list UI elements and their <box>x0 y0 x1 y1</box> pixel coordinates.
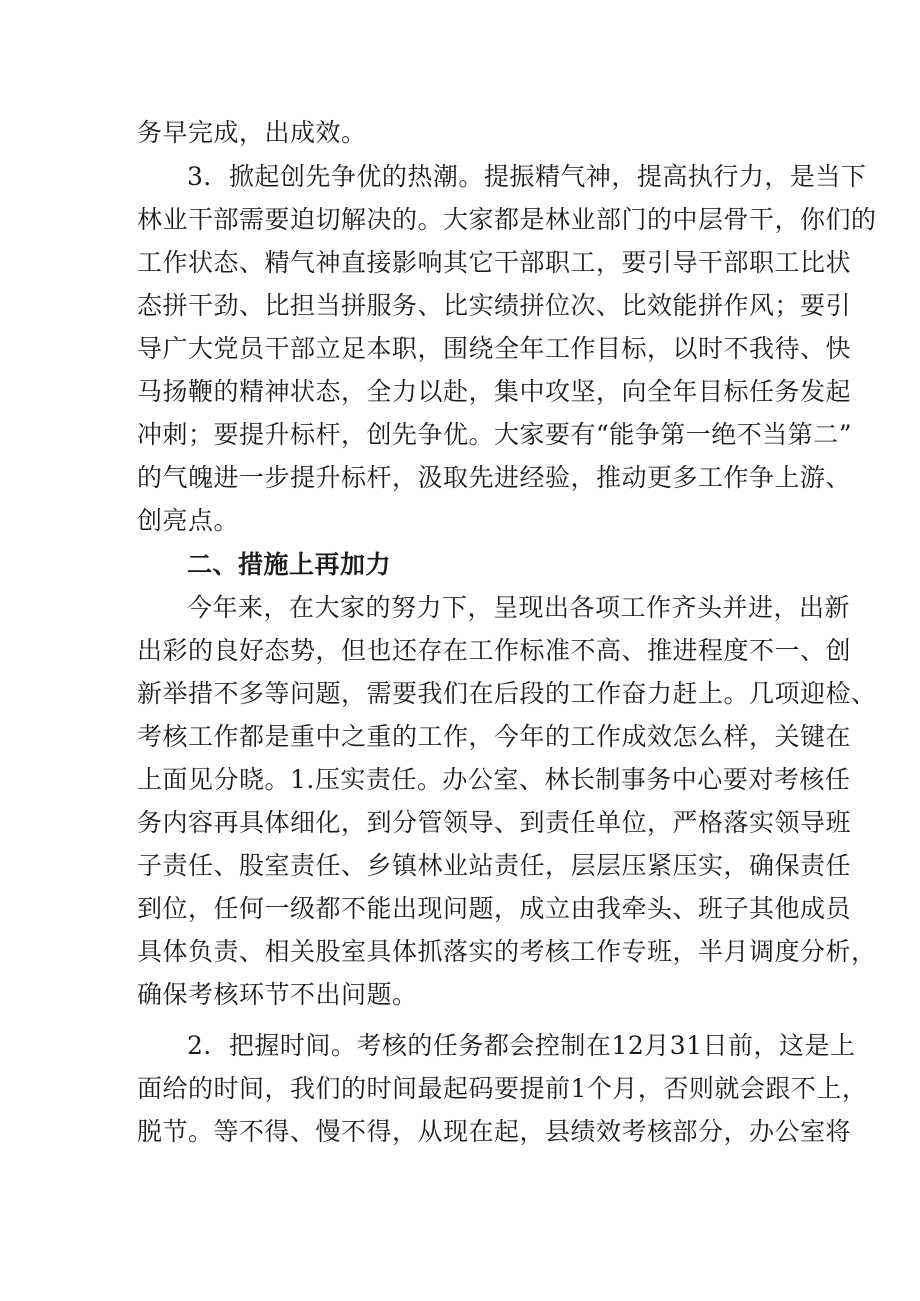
section-heading: 二、措施上再加力 <box>187 550 392 579</box>
text-line: 务早完成，出成效。 <box>137 118 367 147</box>
text-line: 今年来，在大家的努力下，呈现出各项工作齐头并进，出新 <box>187 593 851 622</box>
text-line: 林业干部需要迫切解决的。大家都是林业部门的中层骨干，你们的 <box>137 205 877 234</box>
text-line: 的气魄进一步提升标杆，汲取先进经验，推动更多工作争上游、 <box>137 463 852 492</box>
text-line: 出彩的良好态势，但也还存在工作标准不高、推进程度不一、创 <box>137 636 852 665</box>
text-line: 上面见分晓。1.压实责任。办公室、林长制事务中心要对考核任 <box>137 765 851 794</box>
text-line: 考核工作都是重中之重的工作，今年的工作成效怎么样，关键在 <box>137 722 852 751</box>
text-line: 脱节。等不得、慢不得，从现在起，县绩效考核部分，办公室将 <box>137 1117 852 1146</box>
text-line: 具体负责、相关股室具体抓落实的考核工作专班，半月调度分析， <box>137 937 877 966</box>
text-line: 冲刺；要提升标杆，创先争优。大家要有“能争第一绝不当第二” <box>137 420 853 449</box>
text-line: 面给的时间，我们的时间最起码要提前1个月，否则就会跟不上， <box>137 1074 868 1103</box>
text-line: 确保考核环节不出问题。 <box>137 980 418 1009</box>
text-line: 马扬鞭的精神状态，全力以赴，集中攻坚，向全年目标任务发起 <box>137 377 852 406</box>
text-line: 新举措不多等问题，需要我们在后段的工作奋力赶上。几项迎检、 <box>137 679 877 708</box>
text-line: 导广大党员干部立足本职，围绕全年工作目标，以时不我待、快 <box>137 334 852 363</box>
text-line: 工作状态、精气神直接影响其它干部职工，要引导干部职工比状 <box>137 248 852 277</box>
text-line: 态拼干劲、比担当拼服务、比实绩拼位次、比效能拼作风；要引 <box>137 291 852 320</box>
text-line: 2．把握时间。考核的任务都会控制在12月31日前，这是上 <box>187 1031 856 1060</box>
text-line: 3．掀起创先争优的热潮。提振精气神，提高执行力，是当下 <box>187 162 867 191</box>
text-line: 务内容再具体细化，到分管领导、到责任单位，严格落实领导班 <box>137 808 852 837</box>
text-line: 到位，任何一级都不能出现问题，成立由我牵头、班子其他成员 <box>137 894 852 923</box>
text-line: 子责任、股室责任、乡镇林业站责任，层层压紧压实，确保责任 <box>137 851 852 880</box>
text-line: 创亮点。 <box>137 506 240 535</box>
